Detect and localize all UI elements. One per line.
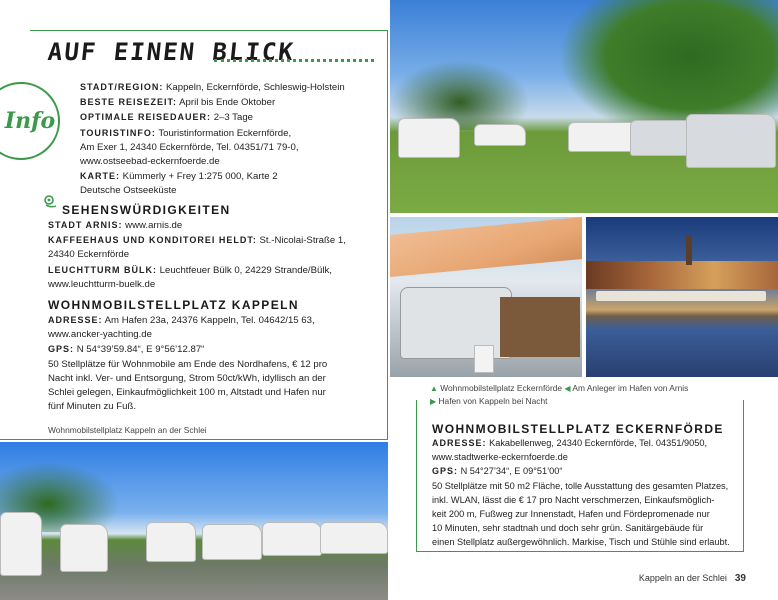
info-badge-label: Info — [4, 108, 56, 134]
kappeln-desc-1: 50 Stellplätze für Wohnmobile am Ende des Nordhafens, € 12 pro — [48, 358, 328, 370]
sight-kaffeehaus-2: 24340 Eckernförde — [48, 249, 130, 261]
caption-arnis: Am Anleger im Hafen von Arnis — [572, 383, 689, 393]
caption-kappeln-night: Hafen von Kappeln bei Nacht — [438, 396, 548, 406]
info-duration: OPTIMALE REISEDAUER: 2–3 Tage — [80, 112, 253, 124]
photo-motorhome — [0, 512, 42, 576]
footer-chapter: Kappeln an der Schlei — [638, 573, 727, 583]
sight-leuchtturm: LEUCHTTURM BÜLK: Leuchtfeuer Bülk 0, 24229 Strande/Bülk, — [48, 264, 332, 276]
sight-leuchtturm-url: www.leuchtturm-buelk.de — [48, 278, 156, 290]
kappeln-url: www.ancker-yachting.de — [48, 329, 152, 341]
info-map: KARTE: Kümmerly + Frey 1:275 000, Karte 2 — [80, 171, 278, 183]
page-title: AUF EINEN BLICK — [46, 38, 297, 66]
triangle-left-icon: ◀ — [564, 384, 571, 393]
eckernfoerde-desc-3: keit 200 m, Fußweg zur Innenstadt, Hafen und Fördepromenade nur — [432, 509, 710, 520]
eckernfoerde-heading: WOHNMOBILSTELLPLATZ ECKERNFÖRDE — [432, 422, 724, 436]
info-season: BESTE REISEZEIT: April bis Ende Oktober — [80, 97, 276, 109]
eckernfoerde-desc-2: inkl. WLAN, lässt die € 17 pro Nacht verschmerzen, Einkaufsmöglich- — [432, 494, 715, 505]
photo-motorhome — [262, 522, 322, 556]
sight-arnis: STADT ARNIS: www.arnis.de — [48, 220, 183, 231]
eckernfoerde-address: ADRESSE: Kakabellenweg, 24340 Eckernförde, Tel. 04351/9050, — [432, 438, 708, 448]
kappeln-address: ADRESSE: Am Hafen 23a, 24376 Kappeln, Tel. 04642/15 63, — [48, 315, 315, 326]
info-box-top-rule — [30, 30, 388, 31]
photo-motorhome — [686, 114, 776, 168]
eckernfoerde-url: www.stadtwerke-eckernfoerde.de — [432, 452, 568, 463]
photo-motorhome — [146, 522, 196, 562]
map-pin-icon — [42, 194, 58, 212]
eckernfoerde-desc-5: einen Stellplatz außergewöhnlich. Markise, Tisch und Stühle sind erlaubt. — [432, 537, 730, 548]
photo-boats — [596, 291, 766, 301]
sights-list — [48, 218, 383, 292]
photo-kiosk — [500, 297, 580, 357]
kappeln-heading: WOHNMOBILSTELLPLATZ KAPPELN — [48, 298, 299, 312]
photo-motorhome — [398, 118, 460, 158]
photo-caption-kappeln: Wohnmobilstellplatz Kappeln an der Schlei — [48, 425, 207, 435]
triangle-right-icon: ▶ — [430, 397, 437, 406]
photo-kappeln-schlei — [0, 442, 388, 600]
kappeln-desc-2: Nacht inkl. Ver- und Entsorgung, Strom 50ct/kWh, idyllisch an der — [48, 372, 326, 384]
info-touristinfo-address: Am Exer 1, 24340 Eckernförde, Tel. 04351/71 79-0, — [80, 141, 299, 153]
photo-town-skyline — [586, 261, 778, 289]
sight-kaffeehaus: KAFFEEHAUS UND KONDITOREI HELDT: St.-Nicolai-Straße 1, — [48, 235, 346, 247]
kappeln-gps: GPS: N 54°39’59.84“, E 9°56’12.87“ — [48, 344, 205, 356]
title-dotted-rule — [214, 56, 374, 62]
photo-motorhome — [320, 522, 388, 554]
caption-row-1 — [430, 382, 688, 395]
page-footer — [639, 573, 746, 584]
kappeln-desc-4: fünf Minuten zu Fuß. — [48, 401, 136, 413]
info-region: STADT/REGION: Kappeln, Eckernförde, Schleswig-Holstein — [80, 82, 345, 93]
photo-motorhome — [474, 124, 526, 146]
triangle-up-icon: ▲ — [430, 384, 438, 393]
photo-kappeln-night — [586, 217, 778, 377]
kappeln-desc-3: Schlei gelegen, Einkaufmöglichkeit 100 m, Altstadt und Hafen nur — [48, 387, 326, 399]
photo-awning — [390, 217, 582, 277]
info-touristinfo: TOURISTINFO: Touristinformation Eckernförde, — [80, 127, 292, 139]
eckernfoerde-desc-4: 10 Minuten, sehr stadtnah und doch sehr grün. Sanitärgebäude für — [432, 523, 704, 534]
photo-motorhome — [202, 524, 262, 560]
photo-food-truck — [400, 287, 512, 359]
photo-bin — [474, 345, 494, 373]
kappeln-details — [48, 313, 383, 414]
eckernfoerde-desc-1: 50 Stellplätze mit 50 m2 Fläche, tolle Ausstattung des gesamten Platzes, — [432, 480, 729, 491]
info-map-2: Deutsche Ostseeküste — [80, 185, 177, 197]
sights-heading: SEHENSWÜRDIGKEITEN — [62, 203, 231, 217]
eckernfoerde-details — [432, 436, 732, 550]
photo-motorhome — [60, 524, 108, 572]
photo-church-tower — [686, 235, 692, 265]
photo-arnis-harbour — [390, 217, 582, 377]
caption-eckernfoerde: Wohnmobilstellplatz Eckernförde — [440, 383, 563, 393]
info-touristinfo-url: www.ostseebad-eckernfoerde.de — [80, 156, 220, 168]
eckernfoerde-gps: GPS: N 54°27’34“, E 09°51’00“ — [432, 466, 563, 477]
page-number: 39 — [734, 573, 746, 584]
info-block — [80, 80, 380, 199]
photo-eckernfoerde-campsite — [390, 0, 778, 213]
